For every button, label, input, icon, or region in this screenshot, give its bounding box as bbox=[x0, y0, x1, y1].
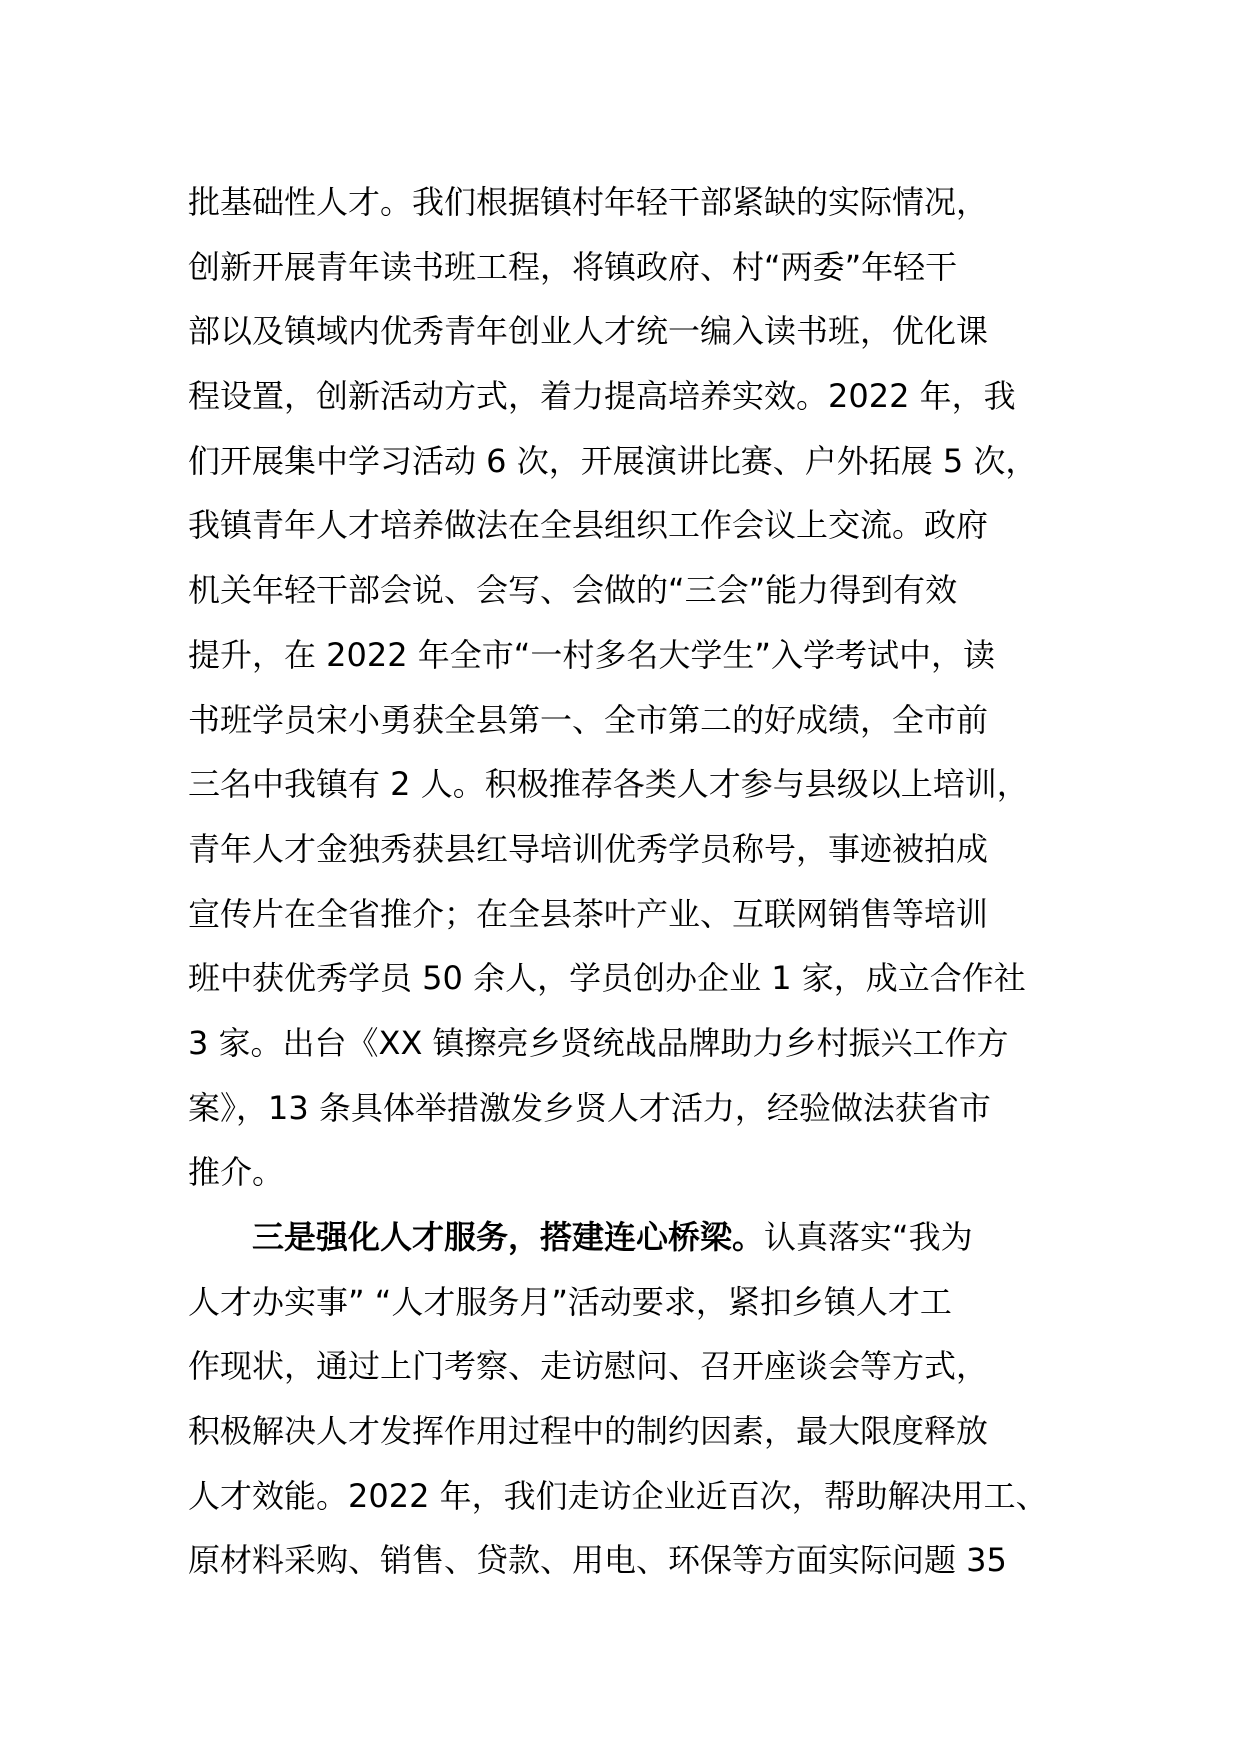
text-line: 3 家。出台《XX 镇擦亮乡贤统战品牌助力乡村振兴工作方 bbox=[188, 1023, 1009, 1062]
text-line: 我镇青年人才培养做法在全县组织工作会议上交流。政府 bbox=[188, 506, 989, 545]
text-line: 班中获优秀学员 50 余人，学员创办企业 1 家，成立合作社 bbox=[188, 959, 1026, 998]
paragraph-text: 认真落实“我为 bbox=[764, 1218, 973, 1256]
text-line: 批基础性人才。我们根据镇村年轻干部紧缺的实际情况， bbox=[188, 183, 989, 221]
text-line: 人才办实事” “人才服务月”活动要求，紧扣乡镇人才工 bbox=[188, 1282, 952, 1321]
text-line: 推介。 bbox=[188, 1153, 285, 1192]
text-line: 作现状，通过上门考察、走访慰问、召开座谈会等方式， bbox=[188, 1347, 989, 1386]
text-line: 三名中我镇有 2 人。积极推荐各类人才参与县级以上培训， bbox=[188, 765, 1029, 804]
paragraph-heading: 三是强化人才服务，搭建连心桥梁。 bbox=[252, 1218, 765, 1256]
text-line: 青年人才金独秀获县红导培训优秀学员称号，事迹被拍成 bbox=[188, 829, 989, 868]
text-line: 程设置，创新活动方式，着力提高培养实效。2022 年，我 bbox=[188, 377, 1016, 416]
text-line: 原材料采购、销售、贷款、用电、环保等方面实际问题 35 bbox=[188, 1541, 1007, 1580]
body-text bbox=[188, 170, 1088, 1593]
text-line: 书班学员宋小勇获全县第一、全市第二的好成绩，全市前 bbox=[188, 700, 989, 739]
text-line: 宣传片在全省推介；在全县茶叶产业、互联网销售等培训 bbox=[188, 894, 989, 933]
text-line: 部以及镇域内优秀青年创业人才统一编入读书班，优化课 bbox=[188, 312, 989, 351]
text-line: 们开展集中学习活动 6 次，开展演讲比赛、户外拓展 5 次， bbox=[188, 441, 1038, 480]
text-line: 创新开展青年读书班工程，将镇政府、村“两委”年轻干 bbox=[188, 247, 958, 286]
paragraph-first-line bbox=[188, 1205, 1088, 1270]
text-line: 人才效能。2022 年，我们走访企业近百次，帮助解决用工、 bbox=[188, 1476, 1048, 1515]
text-line: 机关年轻干部会说、会写、会做的“三会”能力得到有效 bbox=[188, 571, 958, 610]
text-line: 提升，在 2022 年全市“一村多名大学生”入学考试中，读 bbox=[188, 635, 995, 674]
text-line: 积极解决人才发挥作用过程中的制约因素，最大限度释放 bbox=[188, 1412, 989, 1451]
text-line: 案》，13 条具体举措激发乡贤人才活力，经验做法获省市 bbox=[188, 1088, 991, 1127]
